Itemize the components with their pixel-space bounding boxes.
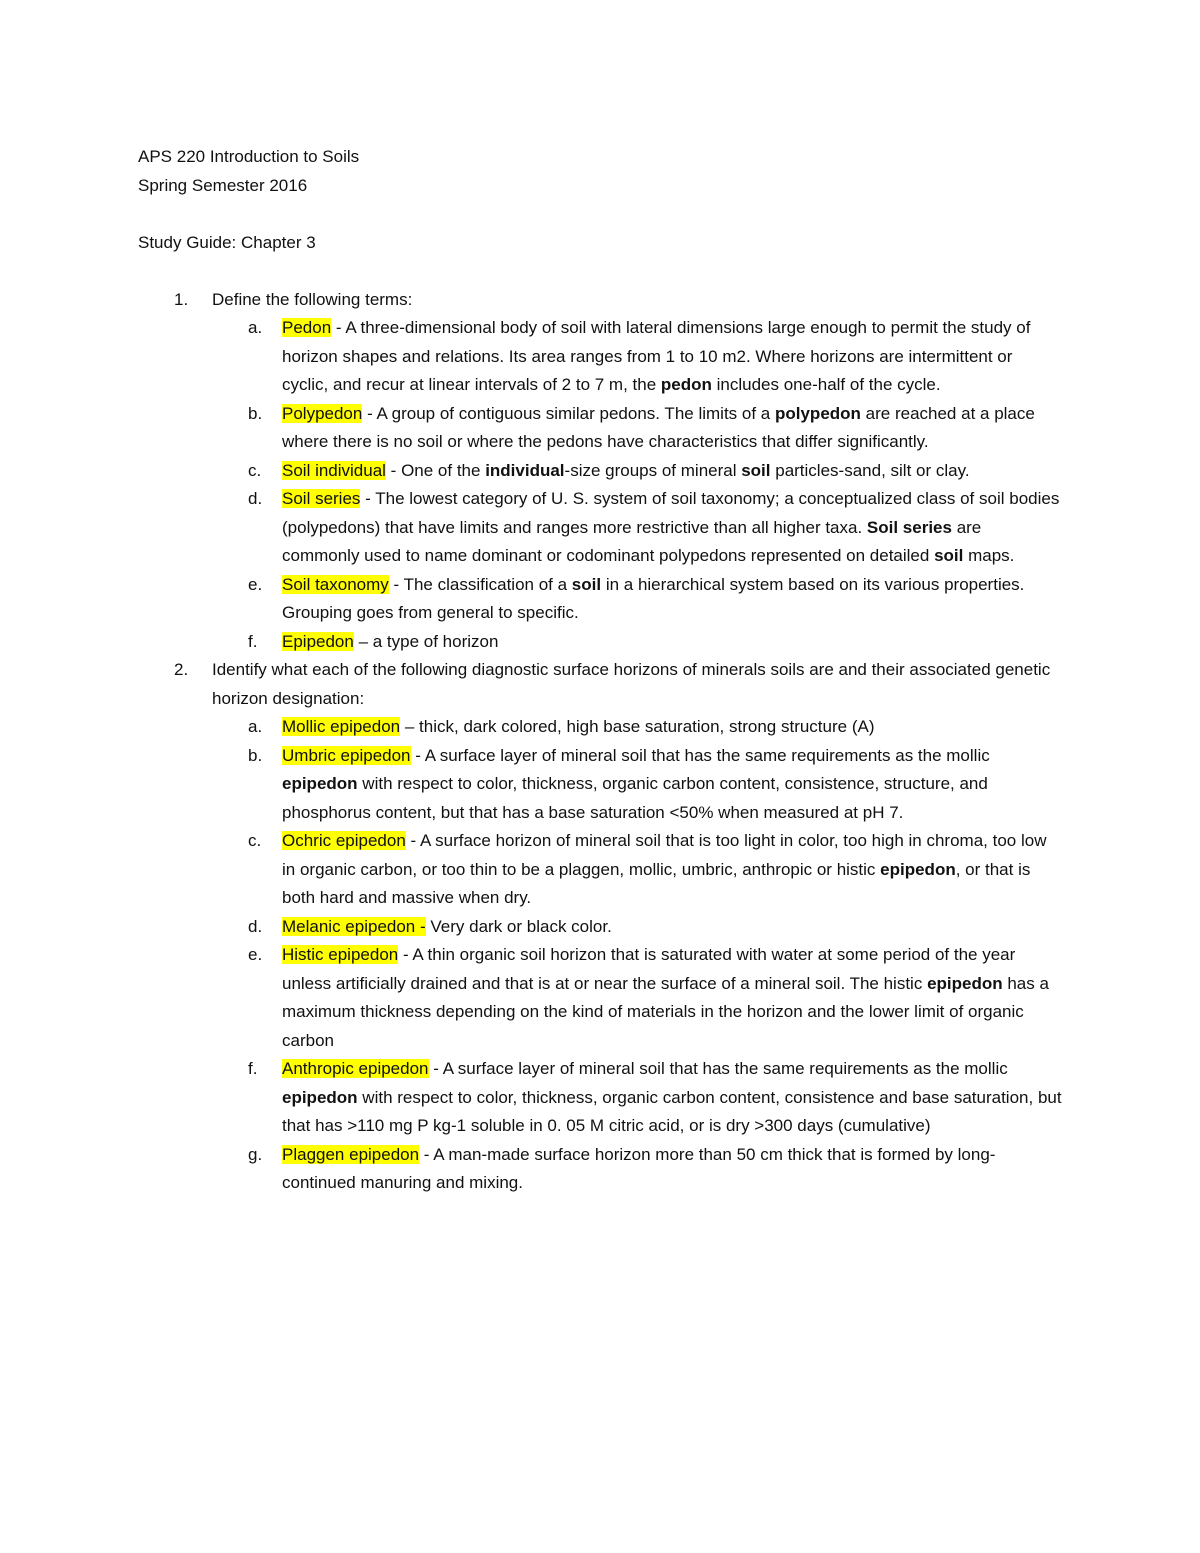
item-letter: e.: [248, 945, 263, 964]
horizon-plaggen: g. Plaggen epipedon - A man-made surface horizon more than 50 cm thick that is formed by long-continued manuring and mixing.: [138, 1141, 1063, 1198]
spacer: [138, 200, 1063, 229]
item-letter: e.: [248, 574, 263, 594]
document-body: [138, 143, 1063, 1198]
item-letter: c.: [248, 831, 262, 850]
item-letter: b.: [248, 403, 263, 423]
highlighted-term: Soil taxonomy: [282, 574, 389, 594]
item-letter: a.: [248, 318, 263, 337]
semester-line: Spring Semester 2016: [138, 175, 308, 195]
item-letter: f.: [248, 631, 258, 651]
item-letter: c.: [248, 460, 262, 480]
highlighted-term: Soil series: [282, 489, 361, 508]
definition-soil-series: d. Soil series - The lowest category of U. S. system of soil taxonomy; a conceptualized class of soil bodies (polypedons) that have limits and ranges more restrictive than all higher taxa. Soil series are commonly used to name dominant or codominant polypedons represented on detailed soil maps.: [138, 485, 1063, 571]
definition-soil-individual: c. Soil individual - One of the individual-size groups of mineral soil particles-sand, silt or clay.: [138, 457, 1063, 486]
horizon-mollic: a. Mollic epipedon – thick, dark colored, high base saturation, strong structure (A): [138, 713, 1063, 742]
question-number: 2.: [174, 660, 189, 679]
horizon-anthropic: f. Anthropic epipedon - A surface layer of mineral soil that has the same requirements as the mollic epipedon with respect to color, thickness, organic carbon content, consistence and base saturation, but that has >110 mg P kg-1 soluble in 0. 05 M citric acid, or is dry >300 days (cumulative): [138, 1055, 1063, 1141]
definition-pedon: a. Pedon - A three-dimensional body of soil with lateral dimensions large enough to permit the study of horizon shapes and relations. Its area ranges from 1 to 10 m2. Where horizons are intermittent or cyclic, and recur at linear intervals of 2 to 7 m, the pedon includes one-half of the cycle.: [138, 314, 1063, 400]
question-number: 1.: [174, 289, 189, 309]
question-text: Define the following terms:: [212, 289, 413, 309]
highlighted-term: Pedon: [282, 318, 332, 337]
study-guide-title: Study Guide: Chapter 3: [138, 232, 316, 252]
item-letter: d.: [248, 916, 263, 936]
item-letter: a.: [248, 717, 263, 736]
highlighted-term: Ochric epipedon: [282, 831, 406, 850]
highlighted-term: Histic epipedon: [282, 945, 399, 964]
highlighted-term: Soil individual: [282, 460, 386, 480]
question-1: [138, 286, 1063, 315]
item-letter: b.: [248, 745, 263, 765]
highlighted-term: Polypedon: [282, 403, 363, 423]
highlighted-term: Epipedon: [282, 631, 354, 651]
spacer: [138, 257, 1063, 286]
definition-soil-taxonomy: e. Soil taxonomy - The classification of a soil in a hierarchical system based on its various properties. Grouping goes from general to specific.: [138, 571, 1063, 628]
highlighted-term: Anthropic epipedon: [282, 1059, 429, 1078]
definition-polypedon: b. Polypedon - A group of contiguous similar pedons. The limits of a polypedon are reached at a place where there is no soil or where the pedons have characteristics that differ significantly.: [138, 400, 1063, 457]
course-title: APS 220 Introduction to Soils: [138, 147, 360, 166]
item-letter: g.: [248, 1144, 263, 1164]
highlighted-term: Umbric epipedon: [282, 745, 411, 765]
highlighted-term: Mollic epipedon: [282, 717, 401, 736]
horizon-umbric: b. Umbric epipedon - A surface layer of mineral soil that has the same requirements as the mollic epipedon with respect to color, thickness, organic carbon content, consistence, structure, and phosphorus content, but that has a base saturation <50% when measured at pH 7.: [138, 742, 1063, 828]
definition-epipedon: f. Epipedon – a type of horizon: [138, 628, 1063, 657]
question-2: [138, 656, 1063, 713]
horizon-histic: e. Histic epipedon - A thin organic soil horizon that is saturated with water at some period of the year unless artificially drained and that is at or near the surface of a mineral soil. The histic epipedon has a maximum thickness depending on the kind of materials in the horizon and the lower limit of organic carbon: [138, 941, 1063, 1055]
item-letter: f.: [248, 1059, 258, 1078]
item-letter: d.: [248, 489, 263, 508]
horizon-ochric: c. Ochric epipedon - A surface horizon of mineral soil that is too light in color, too high in chroma, too low in organic carbon, or too thin to be a plaggen, mollic, umbric, anthropic or histic epipedon, or that is both hard and massive when dry.: [138, 827, 1063, 913]
horizon-melanic: d. Melanic epipedon - Very dark or black color.: [138, 913, 1063, 942]
highlighted-term: Melanic epipedon -: [282, 916, 426, 936]
question-text: Identify what each of the following diagnostic surface horizons of minerals soils are and their associated genetic horizon designation:: [212, 660, 1051, 708]
highlighted-term: Plaggen epipedon: [282, 1144, 420, 1164]
